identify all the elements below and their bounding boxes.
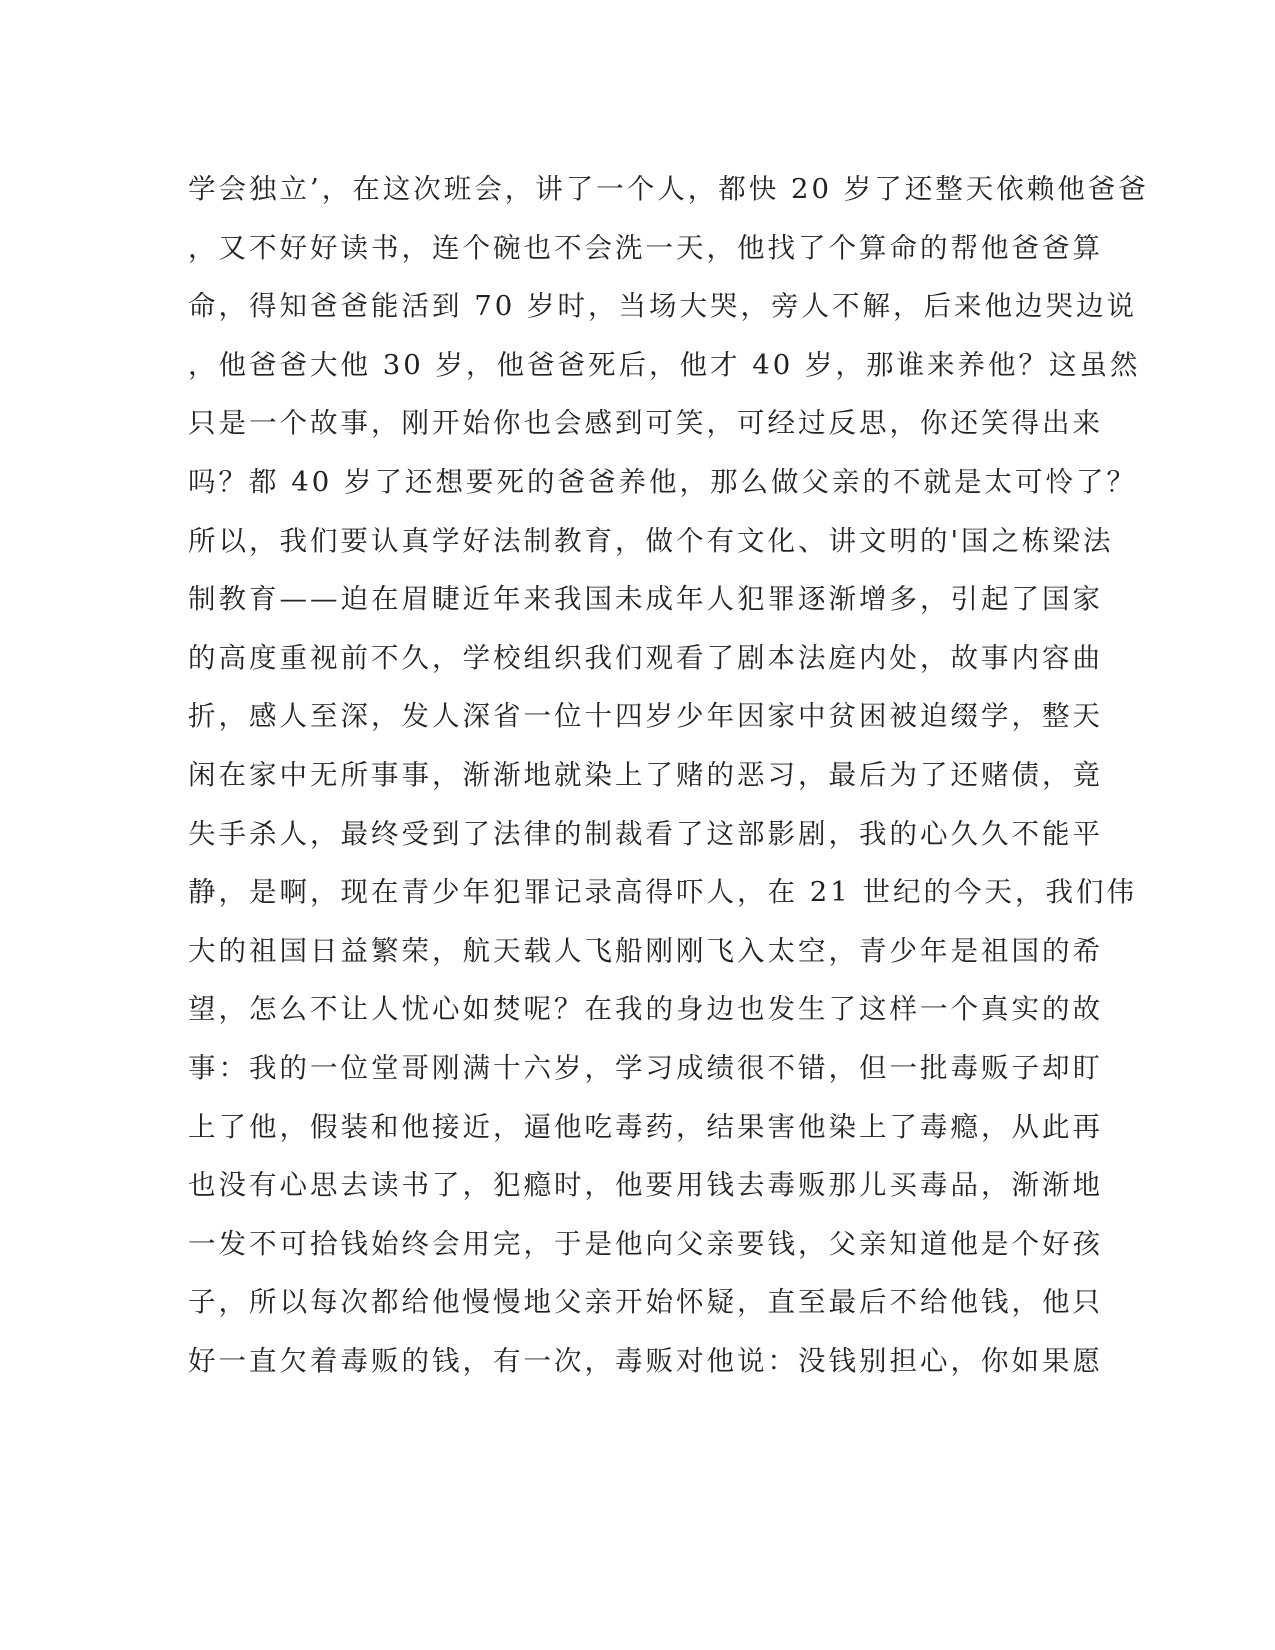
text-line: 好一直欠着毒贩的钱，有一次，毒贩对他说：没钱别担心，你如果愿 [188,1344,1103,1377]
text-line: 一发不可拾钱始终会用完，于是他向父亲要钱，父亲知道他是个好孩 [188,1227,1103,1260]
text-line: 事：我的一位堂哥刚满十六岁，学习成绩很不错，但一批毒贩子却盯 [188,1051,1103,1084]
text-line: 的高度重视前不久，学校组织我们观看了剧本法庭内处，故事内容曲 [188,641,1103,674]
text-line: 失手杀人，最终受到了法律的制裁看了这部影剧，我的心久久不能平 [188,817,1103,850]
text-line: 上了他，假装和他接近，逼他吃毒药，结果害他染上了毒瘾，从此再 [188,1110,1103,1143]
text-line: 大的祖国日益繁荣，航天载人飞船刚刚飞入太空，青少年是祖国的希 [188,934,1103,967]
text-line: 只是一个故事，刚开始你也会感到可笑，可经过反思，你还笑得出来 [188,407,1103,440]
text-line: 所以，我们要认真学好法制教育，做个有文化、讲文明的'国之栋梁法 [188,524,1114,557]
text-line: 也没有心思去读书了，犯瘾时，他要用钱去毒贩那儿买毒品，渐渐地 [188,1169,1103,1202]
text-line: 命，得知爸爸能活到 70 岁时，当场大哭，旁人不解，后来他边哭边说 [188,290,1137,323]
text-line: ，又不好好读书，连个碗也不会洗一天，他找了个算命的帮他爸爸算 [188,231,1103,264]
text-line: 望，怎么不让人忧心如焚呢？在我的身边也发生了这样一个真实的故 [188,993,1103,1026]
text-line: 折，感人至深，发人深省一位十四岁少年因家中贫困被迫缀学，整天 [188,700,1103,733]
text-line: 学会独立’，在这次班会，讲了一个人，都快 20 岁了还整天依赖他爸爸 [188,173,1149,205]
body-text [188,160,1149,1390]
text-line: 子，所以每次都给他慢慢地父亲开始怀疑，直至最后不给他钱，他只 [188,1286,1103,1319]
text-line: 吗？都 40 岁了还想要死的爸爸养他，那么做父亲的不就是太可怜了？ [188,465,1137,498]
text-line: 静，是啊，现在青少年犯罪记录高得吓人，在 21 世纪的今天，我们伟 [188,876,1137,909]
text-line: ，他爸爸大他 30 岁，他爸爸死后，他才 40 岁，那谁来养他？这虽然 [188,348,1141,381]
text-line: 闲在家中无所事事，渐渐地就染上了赌的恶习，最后为了还赌债，竟 [188,758,1103,791]
text-line: 制教育——迫在眉睫近年来我国未成年人犯罪逐渐增多，引起了国家 [188,583,1103,616]
